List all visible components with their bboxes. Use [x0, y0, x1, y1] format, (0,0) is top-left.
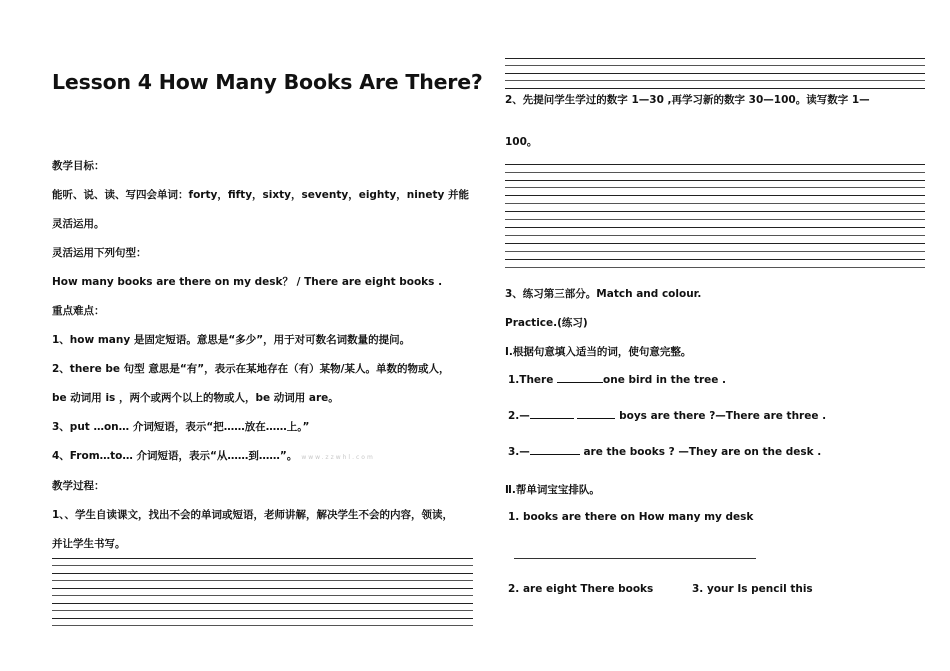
step-1-line-2: 并让学生书写。 — [52, 538, 126, 550]
keypoint-4-text: 4、From…to… 介词短语，表示“从……到……”。 — [52, 450, 298, 462]
keypoint-2-line-2: be 动词用 is ，两个或两个以上的物或人，be 动词用 are。 — [52, 392, 339, 404]
question-1 — [508, 373, 726, 386]
question-1-blank[interactable] — [557, 373, 603, 383]
right-middle-writing-lines[interactable] — [505, 164, 925, 274]
question-3-pre: 3.— — [508, 446, 530, 458]
step-3: 3、练习第三部分。Match and colour. — [505, 288, 702, 300]
question-1-pre: 1.There — [508, 374, 558, 386]
lesson-title: Lesson 4 How Many Books Are There? — [52, 70, 483, 94]
section-2-heading: Ⅱ.帮单词宝宝排队。 — [505, 484, 600, 496]
patterns-heading: 灵活运用下列句型： — [52, 247, 147, 259]
keypoint-1: 1、how many 是固定短语。意思是“多少”，用于对可数名词数量的提问。 — [52, 334, 411, 346]
keypoint-4 — [52, 448, 375, 463]
right-top-writing-lines[interactable] — [505, 58, 925, 94]
question-2 — [508, 409, 826, 422]
goals-text-line-2: 灵活运用。 — [52, 218, 105, 230]
keypoint-2-line-1: 2、there be 句型 意思是“有”，表示在某地存在（有）某物/某人。单数的物或人， — [52, 363, 450, 375]
keypoints-heading: 重点难点： — [52, 305, 105, 317]
question-1-post: one bird in the tree . — [603, 374, 727, 386]
watermark-text: www.zzwhl.com — [301, 454, 375, 461]
question-3-blank[interactable] — [530, 445, 580, 455]
pattern-sentence: How many books are there on my desk？ / There are eight books . — [52, 276, 443, 288]
scramble-1: 1. books are there on How many my desk — [508, 511, 754, 523]
section-1-heading: Ⅰ.根据句意填入适当的词，使句意完整。 — [505, 346, 692, 358]
question-2-post: boys are there ?—There are three . — [615, 410, 827, 422]
process-heading: 教学过程： — [52, 480, 105, 492]
keypoint-3: 3、put …on… 介词短语，表示“把……放在……上。” — [52, 421, 310, 433]
question-2-pre: 2.— — [508, 410, 530, 422]
question-2-blank-1[interactable] — [530, 409, 574, 419]
scramble-1-answer-line[interactable] — [514, 558, 756, 559]
step-1-line-1: 1、、学生自读课文，找出不会的单词或短语，老师讲解，解决学生不会的内容，领读， — [52, 509, 454, 521]
left-writing-lines[interactable] — [52, 558, 473, 628]
practice-heading: Practice.(练习) — [505, 317, 588, 329]
scramble-2: 2. are eight There books — [508, 583, 654, 595]
goals-text-line-1: 能听、说、读、写四会单词：forty，fifty，sixty，seventy，eighty，ninety 并能 — [52, 189, 469, 201]
step-2-line-1: 2、先提问学生学过的数字 1—30 ,再学习新的数字 30—100。读写数字 1— — [505, 94, 870, 106]
scramble-3: 3. your Is pencil this — [692, 583, 813, 595]
step-2-line-2: 100。 — [505, 136, 538, 148]
question-3-post: are the books ? —They are on the desk . — [579, 446, 822, 458]
goals-heading: 教学目标： — [52, 160, 105, 172]
question-2-blank-2[interactable] — [577, 409, 615, 419]
question-3 — [508, 445, 821, 458]
